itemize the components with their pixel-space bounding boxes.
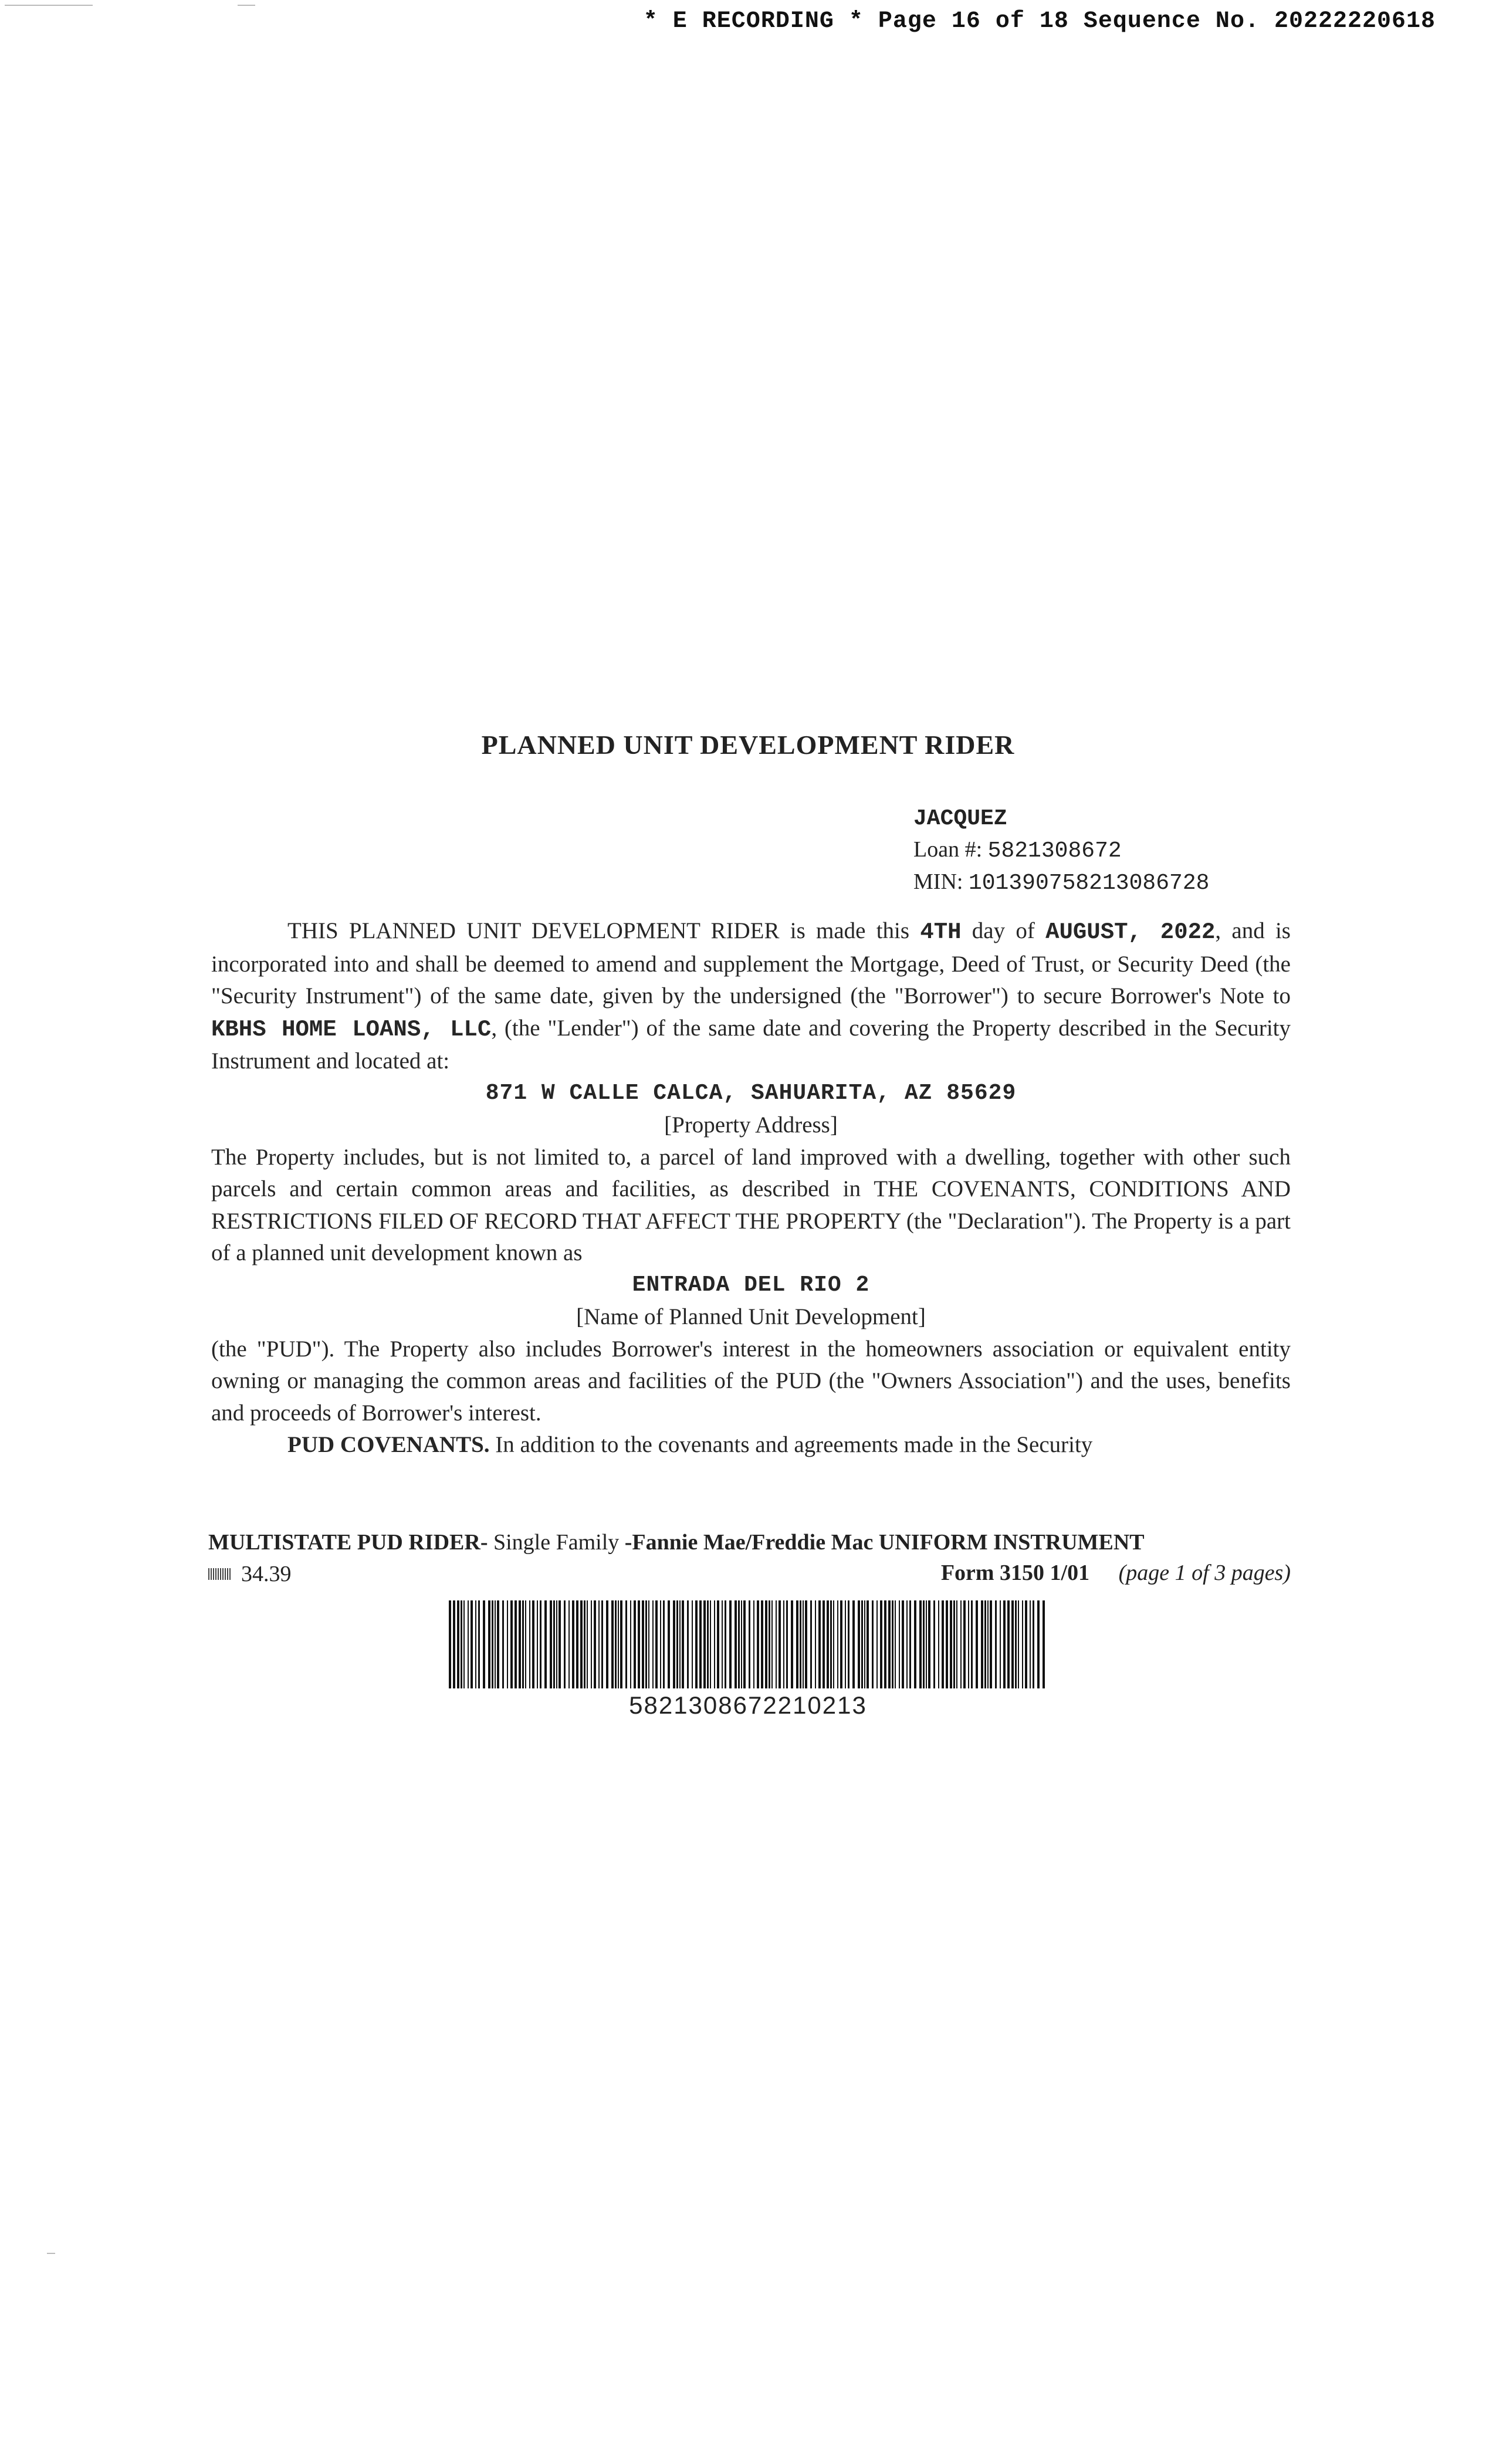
rider-day: 4TH — [920, 919, 962, 945]
footer-form-title — [208, 1527, 1145, 1558]
footer-right-group — [941, 1558, 1291, 1588]
loan-info-block — [913, 804, 1209, 899]
scan-artifact — [47, 2253, 55, 2254]
footer-form-number: Form 3150 1/01 — [940, 1561, 1090, 1585]
lender-name: KBHS HOME LOANS, LLC — [211, 1016, 492, 1043]
recording-header: * E RECORDING * Page 16 of 18 Sequence No. 20222220618 — [643, 8, 1436, 35]
intro-text-4: , (the "Lender") of the same date and covering the Property described in the Security Instrument and located at: — [211, 1015, 1291, 1074]
footer-code: 34.39 — [241, 1562, 292, 1586]
loan-label: Loan #: — [913, 837, 983, 862]
footer-code-group — [208, 1559, 292, 1589]
min-line — [913, 867, 1209, 899]
property-paragraph: The Property includes, but is not limited to, a parcel of land improved with a dwelling, together with other such parcels and certain common areas and facilities, as described in THE COVENANTS, CONDITIONS AND RESTRICTIONS FILED OF RECORD THAT AFFECT THE PROPERTY (the "Declaration"). The Property is a part of a planned unit development known as — [211, 1144, 1291, 1265]
covenants-heading: PUD COVENANTS. — [287, 1432, 490, 1457]
rider-month-year: AUGUST, 2022 — [1045, 919, 1216, 945]
property-address: 871 W CALLE CALCA, SAHUARITA, AZ 85629 — [485, 1080, 1017, 1106]
barcode-number: 5821308672210213 — [629, 1691, 867, 1719]
intro-text-1: THIS PLANNED UNIT DEVELOPMENT RIDER is made this — [287, 918, 920, 943]
document-title: PLANNED UNIT DEVELOPMENT RIDER — [481, 730, 1015, 760]
form-footer — [208, 1527, 1291, 1589]
intro-paragraph — [211, 915, 1291, 1078]
min-number: 101390758213086728 — [968, 871, 1210, 896]
footer-multistate: MULTISTATE PUD RIDER- — [208, 1530, 488, 1555]
footer-fannie: -Fannie Mae/Freddie Mac UNIFORM INSTRUMENT — [624, 1530, 1145, 1555]
min-label: MIN: — [913, 869, 963, 894]
scan-artifact — [238, 5, 255, 6]
intro-text-3: , and is incorporated into and shall be deemed to amend and supplement the Mortgage, Deed of Trust, or Security Deed (the "Security Instrument") of the same date, given by the undersigned (the "Borrower") to secure Borrower's Note to — [211, 918, 1291, 1008]
pud-name: ENTRADA DEL RIO 2 — [632, 1272, 870, 1298]
loan-number-line — [913, 834, 1209, 867]
covenants-text: In addition to the covenants and agreements made in the Security — [489, 1432, 1093, 1457]
footer-line-2 — [208, 1558, 1291, 1589]
footer-single-family: Single Family — [488, 1530, 625, 1555]
scan-artifact — [5, 5, 93, 6]
covenants-paragraph — [211, 1429, 1291, 1461]
footer-page-count: (page 1 of 3 pages) — [1118, 1561, 1291, 1585]
property-address-label: [Property Address] — [664, 1112, 838, 1138]
borrower-name: JACQUEZ — [913, 806, 1007, 831]
barcode-mark-icon — [208, 1568, 231, 1580]
loan-number: 5821308672 — [987, 838, 1122, 864]
pud-paragraph: (the "PUD"). The Property also includes Borrower's interest in the homeowners association or equivalent entity owning or managing the common areas and facilities of the PUD (the "Owners Association") and the uses, benefits and proceeds of Borrower's interest. — [211, 1336, 1291, 1426]
footer-line-1 — [208, 1527, 1291, 1558]
loan-barcode — [449, 1600, 1047, 1688]
intro-text-2: day of — [961, 918, 1046, 943]
pud-name-label: [Name of Planned Unit Development] — [576, 1304, 926, 1329]
rider-body — [211, 915, 1291, 1461]
